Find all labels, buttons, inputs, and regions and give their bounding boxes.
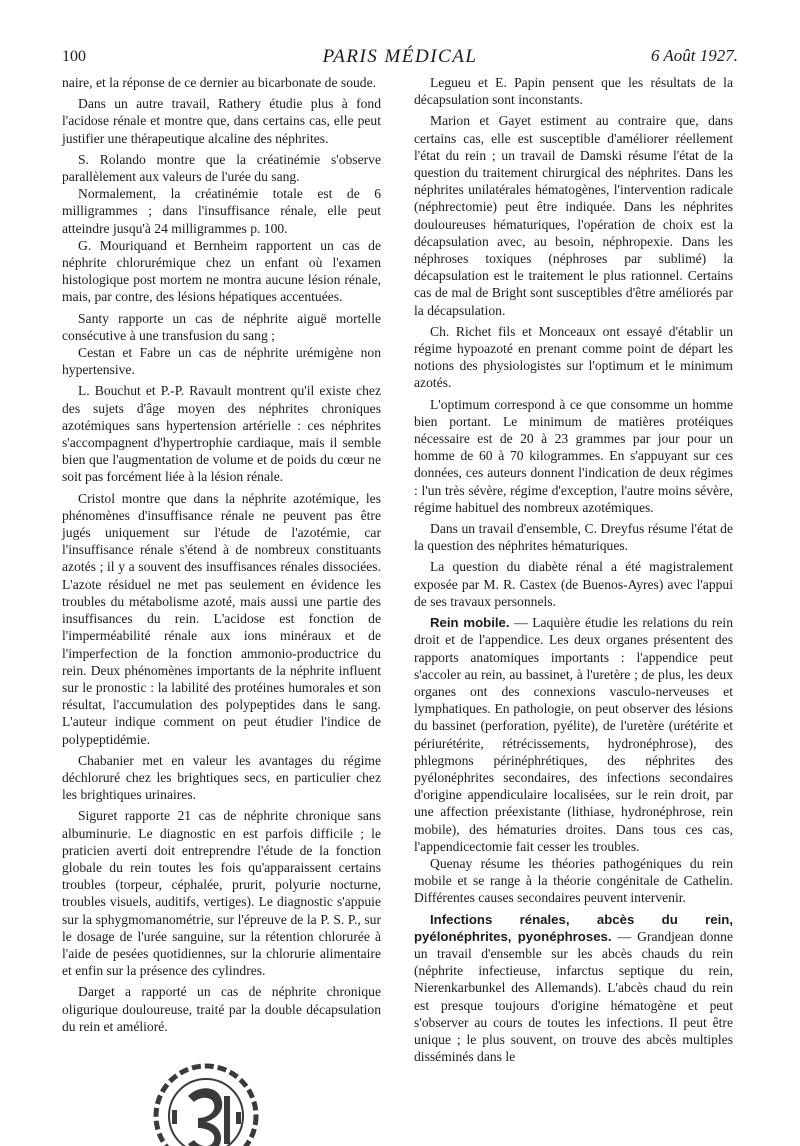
paragraph: Santy rapporte un cas de néphrite aiguë mortelle consécutive à une transfusion du sang ;	[62, 310, 381, 343]
paragraph: Ch. Richet fils et Monceaux ont essayé d'établir un régime hypoazoté en prenant comme point de départ les notions des physiologistes sur l'optimum et le minimum azotés.	[414, 323, 733, 391]
paragraph: Chabanier met en valeur les avantages du régime déchloruré chez les brightiques secs, en particulier chez les brightiques urinaires.	[62, 752, 381, 803]
section-heading: Rein mobile.	[430, 615, 510, 631]
paragraph: Dans un travail d'ensemble, C. Dreyfus résume l'état de la question des néphrites hématuriques.	[414, 521, 733, 554]
paragraph: Siguret rapporte 21 cas de néphrite chronique sans albuminurie. Le diagnostic en est parfois difficile ; le praticien averti doit entreprendre l'étude de la fonction globale du rein toutes les fois qu'apparaissent certains troubles (torpeur, céphalée, prurit, polyurie nocturne, troubles visuels, auditifs, vertiges). Le diagnostic s'appuie sur la sphygmomanométrie, sur l'épreuve de la P. S. P., sur le dosage de l'urée sanguine, sur la rétention chlorurée à l'aide de pesées quotidiennes, sur la chlorurie alimentaire et enfin sur la présence des cylindres.	[62, 808, 381, 979]
paragraph: Quenay résume les théories pathogéniques du rein mobile et se range à la théorie congénitale de Cathelin. Différentes causes secondaires peuvent intervenir.	[414, 855, 733, 906]
paragraph: La question du diabète rénal a été magistralement exposée par M. R. Castex (de Buenos-Ayres) avec l'appui de ses travaux personnels.	[414, 559, 733, 609]
section-text: — Grandjean donne un travail d'ensemble sur les abcès chauds du rein (néphrite infectieuse, infarctus septique du rein, Nierenkarbunkel des Allemands). L'abcès chaud du rein est presque toujours d'origine hématogène et peut s'observer au cours de toutes les infections. Il peut être unique ; le plus souvent, on trouve des abcès multiples disséminés dans le	[414, 928, 733, 1065]
paragraph: L'optimum correspond à ce que consomme un homme bien portant. Le minimum de matières protéiques nécessaire est de 20 à 23 grammes par jour pour un homme de 60 à 70 kilogrammes. En s'appuyant sur ces données, ces auteurs donnent l'indication de deux régimes : l'un très sévère, régime d'exception, l'autre moins sévère, régime habituel des nombreux azotémiques.	[414, 396, 733, 515]
paragraph: S. Rolando montre que la créatinémie s'observe parallèlement aux valeurs de l'urée du sang.	[62, 151, 381, 185]
library-stamp	[150, 1056, 262, 1146]
journal-title: PARIS MÉDICAL	[322, 46, 478, 67]
paragraph: G. Mouriquand et Bernheim rapportent un cas de néphrite chlorurémique chez un enfant où l'examen histologique post mortem ne montra aucune lésion rénale, mais, par contre, des lésions hépatiques accentuées.	[62, 237, 381, 305]
left-column	[62, 74, 381, 1035]
paragraph: Dans un autre travail, Rathery étudie plus à fond l'acidose rénale et montre que, dans certains cas, elle peut justifier une thérapeutique alcaline des néphrites.	[62, 96, 381, 146]
section-heading: Infections rénales, abcès du rein, pyélonéphrites, pyonéphroses.	[414, 911, 733, 944]
paragraph: L. Bouchut et P.-P. Ravault montrent qu'il existe chez des sujets d'âge moyen des néphrites chroniques azotémiques sans hypertension artérielle : ces néphrites s'accompagnent d'hypertrophie cardiaque, mais il semble bien que l'augmentation de volume et de poids du cœur ne soit pas forcément liée à la lésion rénale.	[62, 383, 381, 485]
paragraph: Legueu et E. Papin pensent que les résultats de la décapsulation sont inconstants.	[414, 75, 733, 108]
paragraph: Cristol montre que dans la néphrite azotémique, les phénomènes d'insuffisance rénale ne peuvent pas être jugés uniquement sur l'étude de l'azotémie, car l'insuffisance rénale s'étend à de nombreux constituants azotés ; il y a souvent des insuffisances rénales dissociées. L'azote résiduel ne met pas seulement en évidence les troubles du métabolisme azoté, mais aussi une partie des insuffisances du rein. L'acidose est fonction de l'imperméabilité rénale aux ions minéraux et de l'imperfection de la fonction ammonio-productrice du rein. Deux phénomènes importants de la néphrite influent sur le pronostic : la labilité des protéines humorales et son résultat, l'accumulation des polypeptides dans le sang. L'auteur indique comment on peut étudier l'indice de polypeptidémie.	[62, 490, 381, 747]
right-column	[414, 74, 733, 1065]
section-text: — Laquière étudie les relations du rein droit et de l'appendice. Les deux organes présentent des rapports anatomiques importants : l'appendice peut s'accoler au rein, au bassinet, à l'uretère ; de plus, les deux organes ont des connexions vasculo-nerveuses et lymphatiques. En pathologie, on peut observer des lésions du bassinet (perforation, pyélite), de l'uretère (urétérite et périurétérite, rétrécissements, hydronéphrose), des phlegmons périnéphrétiques, des néphrites des pyélonéphrites secondaires, des infections secondaires d'origine appendiculaire localisées, sur le rein droit, par une affection préexistante (lithiase, hydronéphrose, rein mobile), des hématuries droites. Dans tous ces cas, l'appendicectomie fait cesser les troubles.	[414, 615, 734, 854]
paragraph: naire, et la réponse de ce dernier au bicarbonate de soude.	[62, 75, 377, 90]
paragraph: Cestan et Fabre un cas de néphrite urémigène non hypertensive.	[62, 345, 381, 378]
page-number: 100	[62, 48, 86, 65]
rein-mobile-section	[414, 614, 733, 855]
paragraph: Normalement, la créatinémie totale est de 6 milligrammes ; dans l'insuffisance rénale, elle peut atteindre jusqu'à 24 milligrammes p. 100.	[62, 186, 381, 236]
stamp-seal-icon	[150, 1056, 262, 1146]
paragraph: Marion et Gayet estiment au contraire que, dans certains cas, elle est susceptible d'améliorer réellement l'état du rein ; un travail de Damski résume l'état de la question du traitement chirurgical des néphrites. Dans les néphrites unilatérales hématogènes, l'intervention radicale (néphrectomie) peut être indiquée. Dans les néphrites douloureuses hématuriques, l'opération de choix est la décapsulation avec, au besoin, néphropexie. Dans les néphroses toxiques (néphroses par sublimé) la décapsulation est le traitement le plus rationnel. Certains cas de mal de Bright sont susceptibles d'être améliorés par la décapsulation.	[414, 113, 733, 318]
paragraph: Darget a rapporté un cas de néphrite chronique oligurique douloureuse, traité par la double décapsulation du rein et amélioré.	[62, 984, 381, 1034]
page-header	[62, 46, 738, 72]
issue-date: 6 Août 1927.	[650, 46, 738, 65]
infections-section	[414, 911, 733, 1066]
